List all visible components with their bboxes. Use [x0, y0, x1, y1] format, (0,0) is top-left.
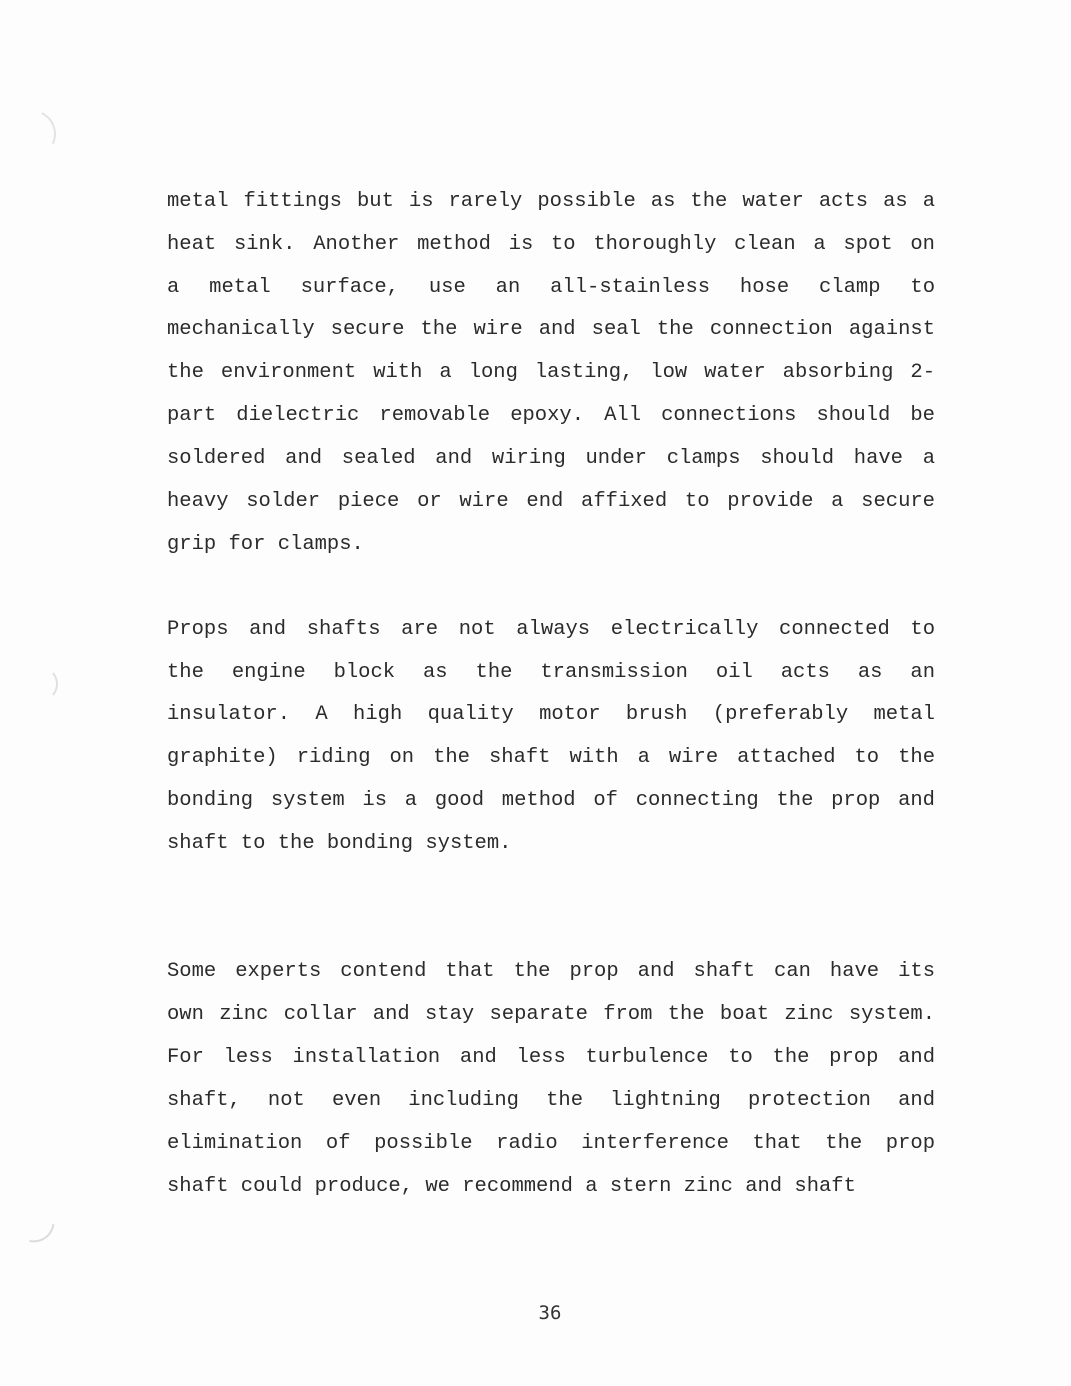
- text-line: part dielectric removable epoxy. All connections should be: [167, 404, 935, 427]
- text-line: the environment with a long lasting, low water absorbing 2-: [167, 361, 935, 384]
- text-line: own zinc collar and stay separate from the boat zinc system.: [167, 1003, 935, 1026]
- text-line: shaft to the bonding system.: [167, 832, 512, 855]
- text-line: insulator. A high quality motor brush (preferably metal: [167, 703, 935, 726]
- text-line: graphite) riding on the shaft with a wire attached to the: [167, 746, 935, 769]
- text-line: heavy solder piece or wire end affixed to provide a secure: [167, 490, 935, 513]
- text-line: the engine block as the transmission oil acts as an: [167, 661, 935, 684]
- text-line: mechanically secure the wire and seal the connection against: [167, 318, 935, 341]
- punch-hole-mark-bottom: [0, 1187, 64, 1252]
- text-line: Some experts contend that the prop and shaft can have its: [167, 960, 935, 983]
- text-line: a metal surface, use an all-stainless hose clamp to: [167, 276, 935, 299]
- punch-hole-mark-top: [1, 103, 63, 165]
- page-number: 36: [538, 1302, 562, 1324]
- text-line: elimination of possible radio interference that the prop: [167, 1132, 935, 1155]
- text-line: heat sink. Another method is to thoroughly clean a spot on: [167, 233, 935, 256]
- text-line: grip for clamps.: [167, 533, 364, 556]
- text-line: bonding system is a good method of connecting the prop and: [167, 789, 935, 812]
- text-line: soldered and sealed and wiring under clamps should have a: [167, 447, 935, 470]
- punch-hole-mark-middle: [30, 668, 58, 700]
- text-line: metal fittings but is rarely possible as the water acts as a: [167, 190, 935, 213]
- text-line: shaft could produce, we recommend a stern zinc and shaft: [167, 1175, 856, 1198]
- text-line: For less installation and less turbulence to the prop and: [167, 1046, 935, 1069]
- text-line: shaft, not even including the lightning protection and: [167, 1089, 935, 1112]
- text-line: Props and shafts are not always electrically connected to: [167, 618, 935, 641]
